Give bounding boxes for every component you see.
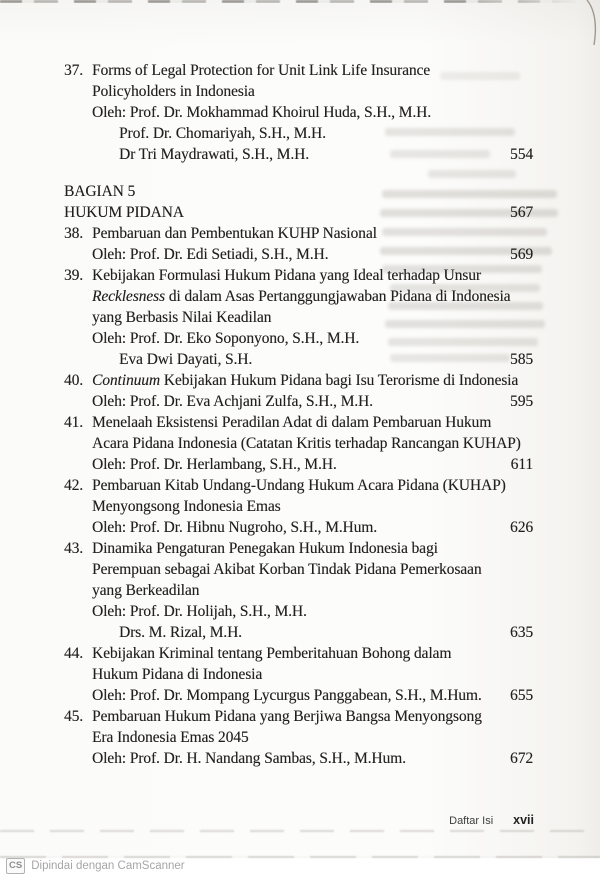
entry-title-line: Menelaah Eksistensi Peradilan Adat di dalam Pembaruan Hukum bbox=[92, 414, 492, 431]
entry-number: 37. bbox=[64, 62, 84, 79]
entry-number: 44. bbox=[64, 645, 84, 662]
entry-title-line: yang Berbasis Nilai Keadilan bbox=[92, 309, 272, 326]
entry-title-line: Menyongsong Indonesia Emas bbox=[92, 498, 281, 515]
entry-title-line: Pembaruan dan Pembentukan KUHP Nasional bbox=[92, 225, 377, 242]
entry-title-line: Perempuan sebagai Akibat Korban Tindak Pidana Pemerkosaan bbox=[92, 561, 482, 578]
entry-author: Oleh: Prof. Dr. Edi Setiadi, S.H., M.H. bbox=[92, 246, 329, 263]
entry-title-line: Forms of Legal Protection for Unit Link Life Insurance bbox=[92, 62, 431, 79]
entry-page-number: 672 bbox=[510, 750, 533, 767]
entry-author: Oleh: Prof. Dr. Holijah, S.H., M.H. bbox=[92, 603, 307, 620]
entry-number: 42. bbox=[64, 477, 84, 494]
entry-title-line: yang Berkeadilan bbox=[92, 582, 200, 599]
entry-page-number: 554 bbox=[510, 146, 533, 163]
camscanner-watermark-text: Dipindai dengan CamScanner bbox=[31, 859, 185, 872]
entry-number: 39. bbox=[64, 267, 84, 284]
entry-author: Oleh: Prof. Dr. Mompang Lycurgus Panggabean, S.H., M.Hum. bbox=[92, 687, 482, 704]
entry-author: Oleh: Prof. Dr. Eko Soponyono, S.H., M.H. bbox=[92, 330, 360, 347]
entry-page-number: 655 bbox=[510, 687, 533, 704]
section-title: BAGIAN 5 bbox=[64, 183, 136, 200]
footer-page-number: xvii bbox=[513, 813, 534, 827]
entry-title-line: Pembaruan Kitab Undang-Undang Hukum Acara Pidana (KUHAP) bbox=[92, 477, 506, 494]
entry-number: 43. bbox=[64, 540, 84, 557]
entry-title-line: Kebijakan Kriminal tentang Pemberitahuan Bohong dalam bbox=[92, 645, 452, 662]
scan-top-edge-artifact bbox=[0, 0, 600, 3]
entry-title-line: Dinamika Pengaturan Penegakan Hukum Indonesia bagi bbox=[92, 540, 438, 557]
entry-title-line: Policyholders in Indonesia bbox=[92, 83, 255, 100]
entry-number: 45. bbox=[64, 708, 84, 725]
toc-entry bbox=[64, 412, 533, 475]
toc-entry bbox=[64, 223, 533, 265]
toc-entry bbox=[64, 706, 533, 769]
entry-title-line: Recklesness di dalam Asas Pertanggungjawaban Pidana di Indonesia bbox=[92, 288, 511, 305]
footer-section-label: Daftar Isi bbox=[449, 815, 494, 827]
page-curl-line bbox=[578, 0, 600, 46]
toc-entry bbox=[64, 60, 533, 165]
entry-number: 38. bbox=[64, 225, 84, 242]
entry-number: 40. bbox=[64, 372, 84, 389]
entry-page-number: 611 bbox=[510, 456, 533, 473]
entry-page-number: 567 bbox=[510, 204, 533, 221]
entry-page-number: 595 bbox=[510, 393, 533, 410]
toc-entry bbox=[64, 643, 533, 706]
entry-author: Oleh: Prof. Dr. Hibnu Nugroho, S.H., M.Hum. bbox=[92, 519, 378, 536]
entry-title-line: Era Indonesia Emas 2045 bbox=[92, 729, 249, 746]
page-footer bbox=[449, 813, 534, 827]
toc-entry bbox=[64, 370, 533, 412]
entry-page-number: 635 bbox=[510, 624, 533, 641]
entry-author: Oleh: Prof. Dr. Eva Achjani Zulfa, S.H., M.H. bbox=[92, 393, 373, 410]
entry-title-line: Acara Pidana Indonesia (Catatan Kritis terhadap Rancangan KUHAP) bbox=[92, 435, 521, 452]
entry-author: Prof. Dr. Chomariyah, S.H., M.H. bbox=[119, 125, 326, 142]
entry-page-number: 585 bbox=[510, 351, 533, 368]
entry-title-line: Hukum Pidana di Indonesia bbox=[92, 666, 263, 683]
toc-entry bbox=[64, 538, 533, 643]
entry-title-line: Kebijakan Formulasi Hukum Pidana yang Ideal terhadap Unsur bbox=[92, 267, 481, 284]
entry-page-number: 569 bbox=[510, 246, 533, 263]
entry-author: Oleh: Prof. Dr. H. Nandang Sambas, S.H., M.Hum. bbox=[92, 750, 406, 767]
entry-author: Dr Tri Maydrawati, S.H., M.H. bbox=[119, 146, 309, 163]
toc-entry bbox=[64, 265, 533, 370]
entry-author: Drs. M. Rizal, M.H. bbox=[119, 624, 242, 641]
toc-entry bbox=[64, 475, 533, 538]
entry-title-line: Continuum Kebijakan Hukum Pidana bagi Isu Terorisme di Indonesia bbox=[92, 372, 519, 389]
scan-page-edge-artifact bbox=[0, 830, 600, 832]
entry-author: Oleh: Prof. Dr. Herlambang, S.H., M.H. bbox=[92, 456, 337, 473]
section-title: HUKUM PIDANA bbox=[64, 204, 184, 221]
entry-author: Oleh: Prof. Dr. Mokhammad Khoirul Huda, S.H., M.H. bbox=[92, 104, 431, 121]
entry-title-line: Pembaruan Hukum Pidana yang Berjiwa Bangsa Menyongsong bbox=[92, 708, 482, 725]
table-of-contents bbox=[64, 60, 533, 769]
camscanner-logo-icon: CS bbox=[6, 858, 25, 874]
entry-number: 41. bbox=[64, 414, 84, 431]
entry-author: Eva Dwi Dayati, S.H. bbox=[119, 351, 253, 368]
entry-page-number: 626 bbox=[510, 519, 533, 536]
camscanner-watermark bbox=[6, 858, 185, 874]
toc-section-header bbox=[64, 181, 533, 223]
